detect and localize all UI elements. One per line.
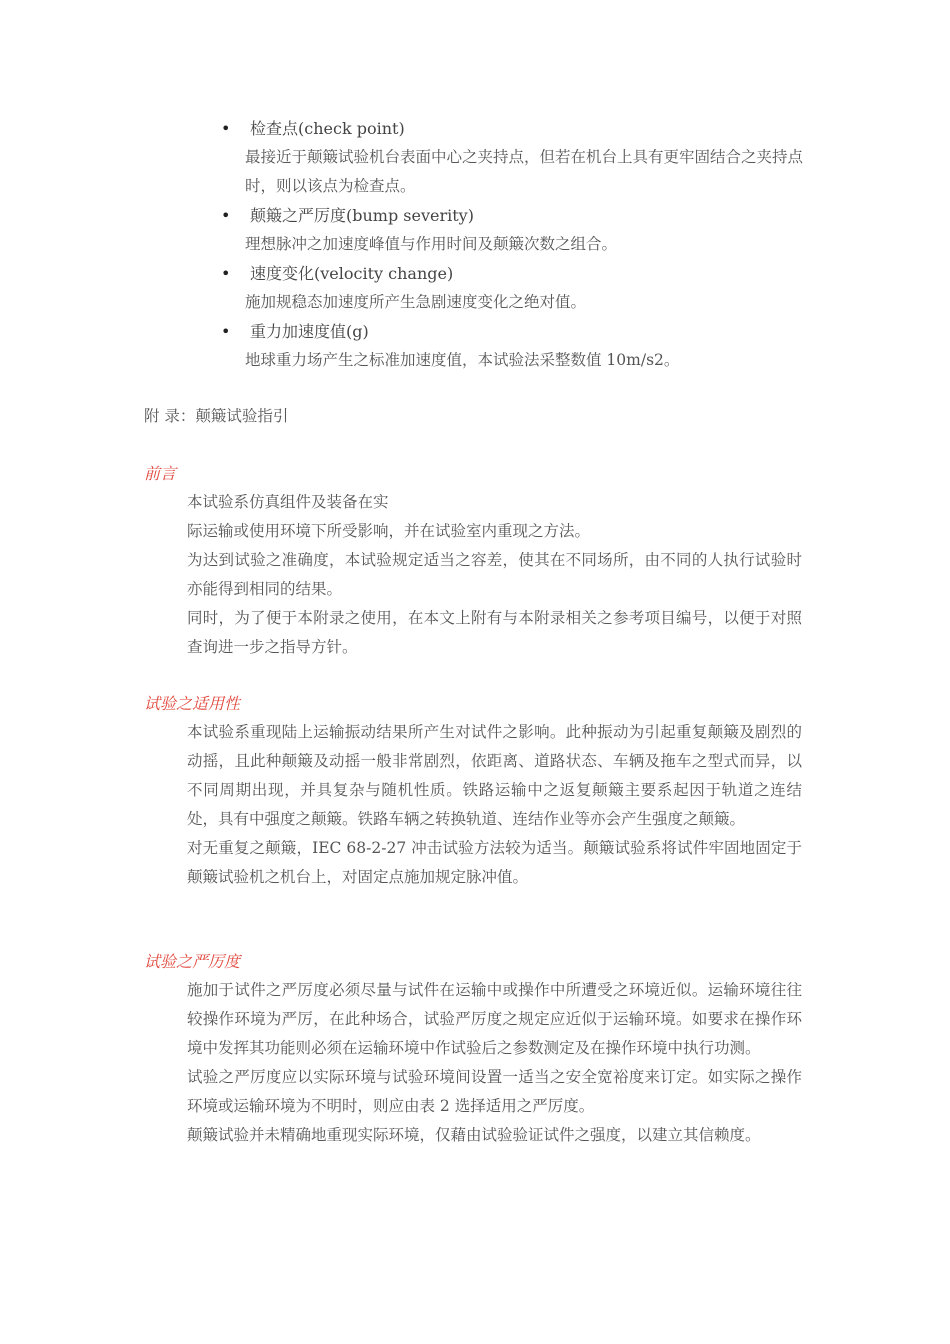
section-body xyxy=(144,488,802,662)
paragraph: 际运输或使用环境下所受影响，并在试验室内重现之方法。 xyxy=(187,522,591,540)
bullet-icon: • xyxy=(221,264,231,283)
section-title: 前言 xyxy=(144,464,177,483)
definition-term-row xyxy=(215,114,815,143)
bullet-icon: • xyxy=(221,206,231,225)
paragraph: 本试验系重现陆上运输振动结果所产生对试件之影响。此种振动为引起重复颠簸及剧烈的动摇，且此种颠簸及动摇一般非常剧烈，依距离、道路状态、车辆及拖车之型式而异，以不同周期出现，并具复杂与随机性质。铁路运输中之返复颠簸主要系起因于轨道之连结处，具有中强度之颠簸。铁路车辆之转换轨道、连结作业等亦会产生强度之颠簸。 xyxy=(187,723,802,828)
definition-item xyxy=(215,317,815,375)
section-foreword xyxy=(144,459,814,662)
section-body xyxy=(144,976,802,1150)
section-severity xyxy=(144,947,814,1150)
definition-term-row xyxy=(215,201,815,230)
bullet-icon: • xyxy=(221,322,231,341)
definition-term: 速度变化(velocity change) xyxy=(250,264,454,283)
definition-description: 施加规稳态加速度所产生急剧速度变化之绝对值。 xyxy=(245,293,587,311)
definition-term: 重力加速度值(g) xyxy=(250,322,369,341)
section-title: 试验之严厉度 xyxy=(144,952,241,971)
definition-item xyxy=(215,201,815,259)
definition-item xyxy=(215,259,815,317)
section-title: 试验之适用性 xyxy=(144,694,241,713)
paragraph: 对无重复之颠簸，IEC 68-2-27 冲击试验方法较为适当。颠簸试验系将试件牢固地固定于颠簸试验机之机台上，对固定点施加规定脉冲值。 xyxy=(187,839,802,886)
paragraph: 颠簸试验并未精确地重现实际环境，仅藉由试验验证试件之强度，以建立其信赖度。 xyxy=(187,1126,761,1144)
definition-list xyxy=(215,114,815,375)
paragraph: 同时，为了便于本附录之使用，在本文上附有与本附录相关之参考项目编号，以便于对照查询进一步之指导方针。 xyxy=(187,609,802,656)
paragraph: 试验之严厉度应以实际环境与试验环境间设置一适当之安全宽裕度来订定。如实际之操作环境或运输环境为不明时，则应由表 2 选择适用之严厉度。 xyxy=(187,1068,802,1115)
paragraph: 施加于试件之严厉度必须尽量与试件在运输中或操作中所遭受之环境近似。运输环境往往较操作环境为严厉，在此种场合，试验严厉度之规定应近似于运输环境。如要求在操作环境中发挥其功能则必须在运输环境中作试验后之参数测定及在操作环境中执行功测。 xyxy=(187,981,802,1057)
definition-description: 地球重力场产生之标准加速度值，本试验法采整数值 10m/s2。 xyxy=(245,351,680,369)
definition-description: 理想脉冲之加速度峰值与作用时间及颠簸次数之组合。 xyxy=(245,235,618,253)
section-applicability xyxy=(144,689,814,892)
paragraph: 本试验系仿真组件及装备在实 xyxy=(187,493,389,511)
paragraph: 为达到试验之准确度，本试验规定适当之容差，使其在不同场所，由不同的人执行试验时亦能得到相同的结果。 xyxy=(187,551,802,598)
definition-description: 最接近于颠簸试验机台表面中心之夹持点，但若在机台上具有更牢固结合之夹持点时，则以该点为检查点。 xyxy=(245,148,804,195)
bullet-icon: • xyxy=(221,119,231,138)
section-body xyxy=(144,718,802,892)
definition-term-row xyxy=(215,259,815,288)
definition-term: 颠簸之严厉度(bump severity) xyxy=(250,206,474,225)
definition-item xyxy=(215,114,815,201)
definition-term: 检查点(check point) xyxy=(250,119,405,138)
appendix-title: 附 录：颠簸试验指引 xyxy=(144,407,289,425)
definition-term-row xyxy=(215,317,815,346)
